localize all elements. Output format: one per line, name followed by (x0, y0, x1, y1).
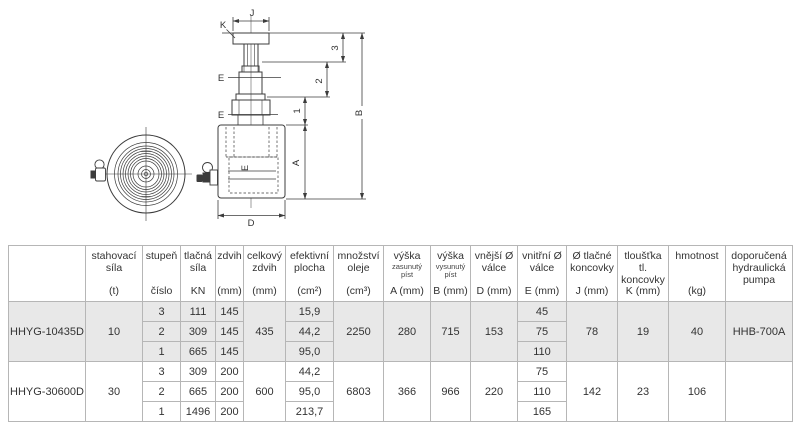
table-row (9, 362, 793, 382)
cell-oil: 2250 (334, 302, 384, 362)
cell-model: HHYG-30600D (9, 362, 86, 422)
cell-stroke: 145 (216, 302, 244, 322)
spec-table (8, 245, 793, 422)
dim-label-e-body: E (240, 164, 250, 172)
col-header-model (9, 246, 86, 302)
cell-stage: 3 (143, 302, 181, 322)
cell-total-stroke: 600 (244, 362, 286, 422)
cell-pump: HHB-700A (726, 302, 793, 362)
header-row (9, 246, 793, 302)
cell-stroke: 200 (216, 362, 244, 382)
cell-push-force: 111 (181, 302, 216, 322)
dim-label-d: D (247, 218, 255, 229)
dim-label-a: A (291, 159, 302, 167)
col-header-stroke: zdvih (mm) (216, 246, 244, 302)
cell-height-a: 280 (384, 302, 431, 362)
top-view (91, 127, 193, 221)
cell-end-j: 142 (567, 362, 618, 422)
cell-stroke: 200 (216, 402, 244, 422)
model-group-hhyg-30600d (9, 362, 793, 422)
col-header-height-extended: výška vysunutý píst B (mm) (431, 246, 471, 302)
cell-diameter-e: 110 (518, 382, 567, 402)
col-header-end-thickness: tloušťka tl. koncovky K (mm) (618, 246, 669, 302)
col-header-outer-diameter: vnější Ø válce D (mm) (471, 246, 518, 302)
cell-height-b: 966 (431, 362, 471, 422)
saddle-plate (233, 33, 269, 44)
cell-oil: 6803 (334, 362, 384, 422)
cell-diameter-e: 75 (518, 362, 567, 382)
cell-height-a: 366 (384, 362, 431, 422)
cell-push-force: 309 (181, 322, 216, 342)
cylinder-body (218, 125, 285, 198)
cell-stage: 1 (143, 342, 181, 362)
cell-total-stroke: 435 (244, 302, 286, 362)
model-group-hhyg-10435d (9, 302, 793, 362)
cell-end-j: 78 (567, 302, 618, 362)
col-header-height-retracted: výška zasunutý píst A (mm) (384, 246, 431, 302)
col-header-total-stroke: celkový zdvih (mm) (244, 246, 286, 302)
cell-weight: 106 (669, 362, 726, 422)
col-header-stage: stupeň číslo (143, 246, 181, 302)
cell-pull-force: 30 (86, 362, 143, 422)
col-header-inner-diameter: vnitřní Ø válce E (mm) (518, 246, 567, 302)
coupler-side-view (197, 163, 218, 186)
cell-diameter-e: 165 (518, 402, 567, 422)
col-header-push-force: tlačná síla KN (181, 246, 216, 302)
cell-push-force: 1496 (181, 402, 216, 422)
cell-diameter-e: 110 (518, 342, 567, 362)
cell-diameter-d: 153 (471, 302, 518, 362)
cell-area: 44,2 (286, 362, 334, 382)
cell-area: 44,2 (286, 322, 334, 342)
side-view (197, 16, 286, 208)
dim-label-j: J (249, 8, 255, 19)
cell-push-force: 309 (181, 362, 216, 382)
cell-pump (726, 362, 793, 422)
cell-area: 213,7 (286, 402, 334, 422)
cell-pull-force: 10 (86, 302, 143, 362)
cell-push-force: 665 (181, 342, 216, 362)
cell-stage: 3 (143, 362, 181, 382)
col-header-pull-force: stahovací síla (t) (86, 246, 143, 302)
dim-label-2: 2 (314, 78, 325, 84)
dim-label-k: K (219, 20, 227, 31)
dim-label-3: 3 (330, 45, 341, 51)
col-header-weight: hmotnost (kg) (669, 246, 726, 302)
cell-end-k: 23 (618, 362, 669, 422)
cell-diameter-e: 45 (518, 302, 567, 322)
dim-label-1: 1 (292, 108, 303, 114)
table-row (9, 302, 793, 322)
cell-stroke: 200 (216, 382, 244, 402)
cell-diameter-d: 220 (471, 362, 518, 422)
dim-label-e-top: E (217, 73, 225, 84)
cell-stage: 1 (143, 402, 181, 422)
dim-label-b: B (354, 109, 365, 117)
cell-height-b: 715 (431, 302, 471, 362)
cell-area: 15,9 (286, 302, 334, 322)
cell-diameter-e: 75 (518, 322, 567, 342)
cell-model: HHYG-10435D (9, 302, 86, 362)
cell-stroke: 145 (216, 322, 244, 342)
cell-stage: 2 (143, 382, 181, 402)
dim-label-e-mid: E (217, 110, 225, 121)
cell-stage: 2 (143, 322, 181, 342)
cell-push-force: 665 (181, 382, 216, 402)
cell-weight: 40 (669, 302, 726, 362)
coupler-top-view (91, 160, 106, 181)
col-header-end-diameter: Ø tlačné koncovky J (mm) (567, 246, 618, 302)
cell-end-k: 19 (618, 302, 669, 362)
col-header-oil-volume: množství oleje (cm³) (334, 246, 384, 302)
cell-area: 95,0 (286, 382, 334, 402)
col-header-pump: doporučená hydraulická pumpa (726, 246, 793, 302)
cell-stroke: 145 (216, 342, 244, 362)
cell-area: 95,0 (286, 342, 334, 362)
col-header-effective-area: efektivní plocha (cm²) (286, 246, 334, 302)
